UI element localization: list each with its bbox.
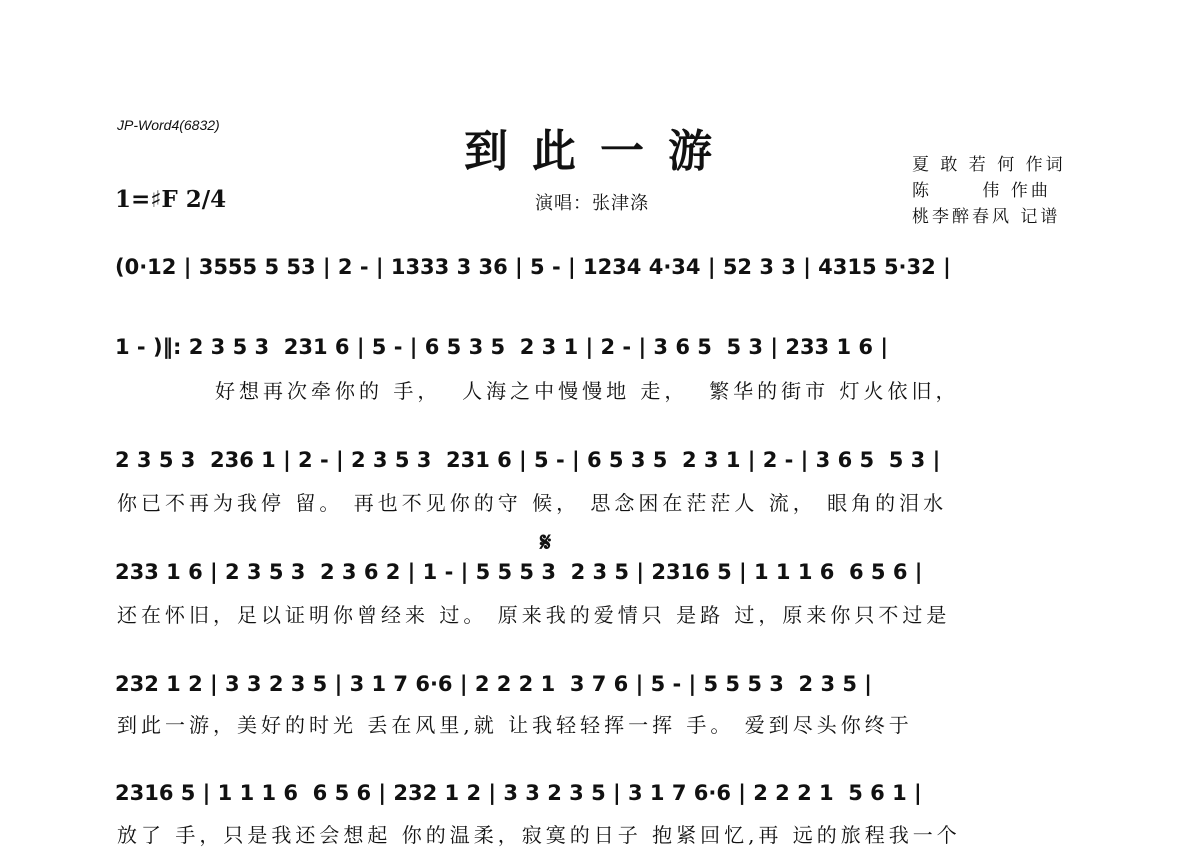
- lyrics-line-3: 你已不再为我停 留。 再也不见你的守 候， 思念困在茫茫人 流， 眼角的泪水: [117, 491, 948, 515]
- watermark-text: JP-Word4(6832): [117, 117, 220, 133]
- notation-line-2: 1 - )‖: 2 3 5 3 231 6 | 5 - | 6 5 3 5 2 3 1 | 2 - | 3 6 5 5 3 | 233 1 6 |: [115, 335, 888, 359]
- lyricist-credit: 夏 敢 若 何 作词: [912, 155, 1066, 175]
- notation-line-5: 232 1 2 | 3 3 2 3 5 | 3 1 7 6·6 | 2 2 2 1 3 7 6 | 5 - | 5 5 5 3 2 3 5 |: [115, 672, 872, 696]
- key-signature: 1=♯F 2/4: [115, 186, 227, 213]
- lyrics-line-6: 放了 手，只是我还会想起 你的温柔，寂寞的日子 抱紧回忆,再 远的旅程我一个: [117, 823, 961, 847]
- segno-sign: 𝄋: [540, 528, 552, 558]
- notation-line-4: 233 1 6 | 2 3 5 3 2 3 6 2 | 1 - | 5 5 5 3 2 3 5 | 2316 5 | 1 1 1 6 6 5 6 |: [115, 560, 923, 584]
- notation-line-6: 2316 5 | 1 1 1 6 6 5 6 | 232 1 2 | 3 3 2 3 5 | 3 1 7 6·6 | 2 2 2 1 5 6 1 |: [115, 781, 922, 805]
- song-title: 到此一游: [464, 126, 736, 177]
- notation-line-1: (0·12 | 3555 5 53 | 2 - | 1333 3 36 | 5 - | 1234 4·34 | 52 3 3 | 4315 5·32 |: [115, 255, 951, 279]
- lyrics-line-4: 还在怀旧，足以证明你曾经来 过。 原来我的爱情只 是路 过，原来你只不过是: [117, 603, 951, 627]
- lyrics-line-5: 到此一游，美好的时光 丢在风里,就 让我轻轻挥一挥 手。 爱到尽头你终于: [117, 713, 913, 737]
- credits-block: [912, 152, 1066, 230]
- singer-credit: 演唱：张津涤: [535, 193, 649, 214]
- lyrics-line-2: 好想再次牵你的 手， 人海之中慢慢地 走， 繁华的街市 灯火依旧，: [215, 379, 960, 403]
- transcriber-credit: 桃李醉春风 记谱: [912, 207, 1061, 227]
- composer-credit: 陈 伟 作曲: [912, 181, 1051, 201]
- notation-line-3: 2 3 5 3 236 1 | 2 - | 2 3 5 3 231 6 | 5 - | 6 5 3 5 2 3 1 | 2 - | 3 6 5 5 3 |: [115, 448, 941, 472]
